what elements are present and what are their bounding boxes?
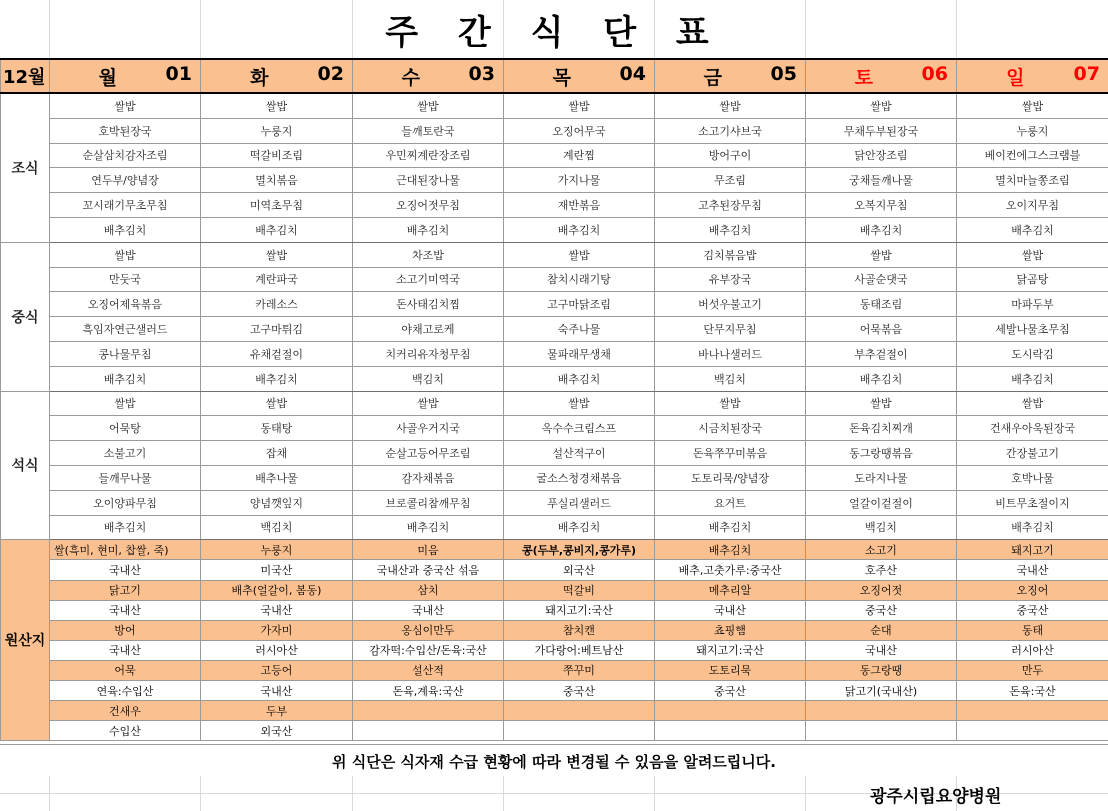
menu-cell: 배추김치 [957, 366, 1108, 391]
meal-label: 중식 [1, 242, 50, 391]
menu-cell: 옥수수크림스프 [504, 416, 655, 441]
origin-row [1, 721, 1108, 741]
hospital-name: 광주시립요양병원 [870, 786, 1002, 807]
day-name: 금 [703, 66, 722, 89]
day-name: 일 [1006, 66, 1025, 89]
menu-cell: 어묵탕 [50, 416, 201, 441]
menu-cell: 들깨무나물 [50, 465, 201, 490]
origin-cell: 미국산 [201, 560, 353, 580]
origin-cell: 쌀(흑미, 현미, 찹쌀, 죽) [50, 540, 201, 560]
menu-cell: 쌀밥 [806, 391, 957, 416]
menu-cell: 백김치 [806, 515, 957, 540]
menu-row [1, 292, 1108, 317]
origin-cell [806, 701, 957, 721]
menu-cell: 쌀밥 [201, 93, 353, 118]
origin-cell: 가다랑어:베트남산 [504, 640, 655, 660]
origin-cell: 순대 [806, 620, 957, 640]
origin-cell [353, 721, 504, 741]
day-header [806, 59, 957, 93]
menu-cell: 오징어젓무침 [353, 193, 504, 218]
origin-cell: 중국산 [504, 681, 655, 701]
menu-cell: 쌀밥 [50, 242, 201, 267]
origin-cell: 배추김치 [655, 540, 806, 560]
menu-cell: 닭안장조림 [806, 143, 957, 168]
origin-cell: 국내산 [50, 560, 201, 580]
menu-cell: 세발나물초무침 [957, 317, 1108, 342]
menu-cell: 오복지무침 [806, 193, 957, 218]
menu-cell: 배추김치 [655, 217, 806, 242]
weekly-menu-table [0, 58, 1108, 741]
day-date: 05 [770, 62, 797, 85]
day-header-content [353, 63, 503, 90]
menu-cell: 물파래무생채 [504, 341, 655, 366]
origin-cell: 콩(두부,콩비지,콩가루) [504, 540, 655, 560]
menu-cell: 닭곰탕 [957, 267, 1108, 292]
menu-cell: 감자채볶음 [353, 465, 504, 490]
menu-cell: 소고기샤브국 [655, 118, 806, 143]
menu-cell: 멸치볶음 [201, 168, 353, 193]
menu-cell: 쌀밥 [504, 242, 655, 267]
menu-cell: 고추된장무침 [655, 193, 806, 218]
menu-cell: 베이컨에그스크램블 [957, 143, 1108, 168]
menu-cell: 흑임자연근샐러드 [50, 317, 201, 342]
origin-cell: 국내산 [353, 600, 504, 620]
menu-cell: 연두부/양념장 [50, 168, 201, 193]
day-header [655, 59, 806, 93]
menu-row [1, 93, 1108, 118]
day-header [353, 59, 504, 93]
origin-cell: 쵸핑햄 [655, 620, 806, 640]
menu-cell: 쌀밥 [957, 93, 1108, 118]
menu-cell: 쌀밥 [353, 391, 504, 416]
menu-cell: 돈사태김치찜 [353, 292, 504, 317]
origin-row [1, 681, 1108, 701]
menu-row [1, 391, 1108, 416]
menu-cell: 순살삼치감자조림 [50, 143, 201, 168]
menu-cell: 동그랑땡볶음 [806, 441, 957, 466]
origin-cell: 국내산 [201, 600, 353, 620]
origin-cell: 옹심이만두 [353, 620, 504, 640]
menu-row [1, 217, 1108, 242]
menu-cell: 건새우아욱된장국 [957, 416, 1108, 441]
origin-cell: 오징어 [957, 580, 1108, 600]
menu-cell: 배추김치 [353, 217, 504, 242]
menu-cell: 설산적구이 [504, 441, 655, 466]
origin-cell: 가자미 [201, 620, 353, 640]
origin-cell: 미음 [353, 540, 504, 560]
origin-row [1, 580, 1108, 600]
day-header-content [655, 63, 805, 90]
meal-label: 조식 [1, 93, 50, 242]
menu-cell: 비트무초절이지 [957, 490, 1108, 515]
menu-row [1, 465, 1108, 490]
menu-cell: 사골우거지국 [353, 416, 504, 441]
menu-cell: 쌀밥 [504, 93, 655, 118]
origin-row [1, 560, 1108, 580]
origin-label: 원산지 [1, 540, 50, 741]
menu-cell: 오이양파무침 [50, 490, 201, 515]
menu-cell: 배추김치 [353, 515, 504, 540]
menu-row [1, 366, 1108, 391]
menu-cell: 참치시래기탕 [504, 267, 655, 292]
menu-cell: 양념깻잎지 [201, 490, 353, 515]
origin-cell: 돼지고기 [957, 540, 1108, 560]
menu-cell: 쌀밥 [50, 391, 201, 416]
menu-cell: 무조림 [655, 168, 806, 193]
menu-cell: 배추김치 [50, 515, 201, 540]
menu-cell: 쌀밥 [504, 391, 655, 416]
day-header-content [504, 63, 654, 90]
day-date: 02 [317, 62, 344, 85]
origin-cell: 중국산 [957, 600, 1108, 620]
menu-cell: 우민찌계란장조림 [353, 143, 504, 168]
menu-cell: 배추김치 [504, 515, 655, 540]
origin-cell: 배추(얼갈이, 봄동) [201, 580, 353, 600]
origin-cell: 고등어 [201, 660, 353, 680]
menu-cell: 콩나물무침 [50, 341, 201, 366]
origin-cell: 돼지고기:국산 [504, 600, 655, 620]
day-name: 화 [250, 66, 269, 89]
menu-cell: 백김치 [201, 515, 353, 540]
origin-cell: 외국산 [201, 721, 353, 741]
origin-cell: 건새우 [50, 701, 201, 721]
origin-cell: 설산적 [353, 660, 504, 680]
origin-cell: 국내산 [50, 640, 201, 660]
origin-cell: 중국산 [655, 681, 806, 701]
origin-cell [957, 721, 1108, 741]
menu-cell: 배추김치 [806, 366, 957, 391]
menu-cell: 단무지무침 [655, 317, 806, 342]
menu-cell: 오이지무침 [957, 193, 1108, 218]
menu-cell: 잡채 [201, 441, 353, 466]
menu-cell: 돈육쭈꾸미볶음 [655, 441, 806, 466]
day-name: 월 [98, 66, 117, 89]
origin-cell: 돈육:국산 [957, 681, 1108, 701]
origin-cell: 호주산 [806, 560, 957, 580]
day-date: 04 [619, 62, 646, 85]
origin-cell [655, 701, 806, 721]
day-header-content [806, 63, 956, 90]
menu-cell: 바나나샐러드 [655, 341, 806, 366]
origin-row [1, 701, 1108, 721]
menu-cell: 사골순댓국 [806, 267, 957, 292]
menu-cell: 김치볶음밥 [655, 242, 806, 267]
menu-cell: 얼갈이겉절이 [806, 490, 957, 515]
origin-cell: 국내산 [201, 681, 353, 701]
menu-cell: 도라지나물 [806, 465, 957, 490]
menu-row [1, 168, 1108, 193]
origin-cell: 누룽지 [201, 540, 353, 560]
menu-cell: 어묵볶음 [806, 317, 957, 342]
day-date: 07 [1073, 62, 1100, 85]
origin-cell: 국내산 [50, 600, 201, 620]
menu-cell: 누룽지 [201, 118, 353, 143]
origin-cell: 방어 [50, 620, 201, 640]
menu-cell: 쌀밥 [806, 242, 957, 267]
menu-cell: 쌀밥 [50, 93, 201, 118]
menu-cell: 오징어무국 [504, 118, 655, 143]
origin-cell: 만두 [957, 660, 1108, 680]
menu-row [1, 490, 1108, 515]
origin-cell: 외국산 [504, 560, 655, 580]
header-row [1, 59, 1108, 93]
menu-cell: 배추김치 [504, 217, 655, 242]
menu-cell: 동태조림 [806, 292, 957, 317]
origin-cell: 소고기 [806, 540, 957, 560]
menu-cell: 꼬시래기무초무침 [50, 193, 201, 218]
menu-cell: 백김치 [655, 366, 806, 391]
origin-row [1, 540, 1108, 560]
origin-cell [957, 701, 1108, 721]
menu-cell: 쌀밥 [655, 391, 806, 416]
menu-row [1, 267, 1108, 292]
menu-row [1, 515, 1108, 540]
page-title: 주 간 식 단 표 [385, 12, 723, 53]
menu-cell: 치커리유자청무침 [353, 341, 504, 366]
day-name: 토 [854, 66, 873, 89]
origin-cell: 국내산 [655, 600, 806, 620]
origin-row [1, 660, 1108, 680]
day-date: 03 [468, 62, 495, 85]
origin-cell: 쭈꾸미 [504, 660, 655, 680]
origin-cell: 중국산 [806, 600, 957, 620]
menu-cell: 브로콜리참깨무침 [353, 490, 504, 515]
origin-cell [504, 701, 655, 721]
menu-cell: 동태탕 [201, 416, 353, 441]
menu-cell: 쌀밥 [353, 93, 504, 118]
menu-cell: 미역초무침 [201, 193, 353, 218]
origin-cell: 수입산 [50, 721, 201, 741]
notice-text: 위 식단은 식자재 수급 현황에 따라 변경될 수 있음을 알려드립니다. [0, 744, 1108, 777]
origin-row [1, 600, 1108, 620]
origin-cell: 떡갈비 [504, 580, 655, 600]
menu-cell: 야채고로케 [353, 317, 504, 342]
menu-cell: 돈육김치찌개 [806, 416, 957, 441]
menu-cell: 버섯우불고기 [655, 292, 806, 317]
menu-cell: 만둣국 [50, 267, 201, 292]
menu-cell: 쌀밥 [201, 242, 353, 267]
menu-cell: 숙주나물 [504, 317, 655, 342]
day-date: 06 [921, 62, 948, 85]
origin-cell: 삼치 [353, 580, 504, 600]
menu-cell: 무채두부된장국 [806, 118, 957, 143]
day-header [201, 59, 353, 93]
origin-cell [504, 721, 655, 741]
origin-cell: 돼지고기:국산 [655, 640, 806, 660]
menu-cell: 들깨토란국 [353, 118, 504, 143]
origin-cell: 국내산 [957, 560, 1108, 580]
menu-row [1, 193, 1108, 218]
origin-row [1, 620, 1108, 640]
origin-cell: 러시아산 [201, 640, 353, 660]
origin-cell: 두부 [201, 701, 353, 721]
origin-row [1, 640, 1108, 660]
menu-cell: 고구마닭조림 [504, 292, 655, 317]
origin-cell [655, 721, 806, 741]
menu-row [1, 441, 1108, 466]
origin-cell: 국내산 [806, 640, 957, 660]
menu-cell: 근대된장나물 [353, 168, 504, 193]
month-label: 12월 [1, 59, 50, 93]
origin-cell: 오징어젓 [806, 580, 957, 600]
meal-label: 석식 [1, 391, 50, 540]
menu-cell: 배추김치 [201, 366, 353, 391]
menu-cell: 배추김치 [957, 217, 1108, 242]
menu-cell: 방어구이 [655, 143, 806, 168]
menu-cell: 유채겉절이 [201, 341, 353, 366]
menu-row [1, 317, 1108, 342]
menu-cell: 배추나물 [201, 465, 353, 490]
origin-cell [806, 721, 957, 741]
menu-cell: 배추김치 [504, 366, 655, 391]
menu-cell: 호박된장국 [50, 118, 201, 143]
origin-cell: 동태 [957, 620, 1108, 640]
menu-cell: 소고기미역국 [353, 267, 504, 292]
menu-row [1, 341, 1108, 366]
menu-cell: 소불고기 [50, 441, 201, 466]
day-header-content [201, 63, 352, 90]
menu-cell: 떡갈비조림 [201, 143, 353, 168]
day-header-content [50, 63, 200, 90]
menu-cell: 쌀밥 [957, 242, 1108, 267]
menu-cell: 배추김치 [50, 366, 201, 391]
origin-cell: 닭고기(국내산) [806, 681, 957, 701]
menu-cell: 배추김치 [957, 515, 1108, 540]
day-name: 수 [401, 66, 420, 89]
origin-cell: 국내산과 중국산 섞음 [353, 560, 504, 580]
menu-cell: 멸치마늘쫑조림 [957, 168, 1108, 193]
origin-cell: 동그랑땡 [806, 660, 957, 680]
menu-cell: 재반볶음 [504, 193, 655, 218]
origin-cell: 닭고기 [50, 580, 201, 600]
menu-cell: 도토리묵/양념장 [655, 465, 806, 490]
origin-cell: 참치캔 [504, 620, 655, 640]
origin-cell: 어묵 [50, 660, 201, 680]
menu-cell: 유부장국 [655, 267, 806, 292]
menu-cell: 배추김치 [201, 217, 353, 242]
origin-cell: 감자떡:수입산/돈육:국산 [353, 640, 504, 660]
menu-cell: 쌀밥 [957, 391, 1108, 416]
menu-cell: 호박나물 [957, 465, 1108, 490]
menu-cell: 쌀밥 [655, 93, 806, 118]
menu-cell: 배추김치 [50, 217, 201, 242]
menu-cell: 계란파국 [201, 267, 353, 292]
menu-cell: 마파두부 [957, 292, 1108, 317]
menu-cell: 차조밥 [353, 242, 504, 267]
menu-cell: 푸실리샐러드 [504, 490, 655, 515]
origin-cell: 도토리묵 [655, 660, 806, 680]
menu-cell: 간장불고기 [957, 441, 1108, 466]
menu-cell: 계란찜 [504, 143, 655, 168]
menu-cell: 고구마튀김 [201, 317, 353, 342]
day-date: 01 [165, 62, 192, 85]
origin-cell: 메추리알 [655, 580, 806, 600]
menu-cell: 굴소스청경채볶음 [504, 465, 655, 490]
day-name: 목 [552, 66, 571, 89]
menu-row [1, 416, 1108, 441]
menu-row [1, 118, 1108, 143]
origin-cell: 배추,고춧가루:중국산 [655, 560, 806, 580]
menu-cell: 궁채들깨나물 [806, 168, 957, 193]
menu-row [1, 242, 1108, 267]
menu-cell: 카레소스 [201, 292, 353, 317]
origin-cell: 연육:수입산 [50, 681, 201, 701]
menu-cell: 순살고등어무조림 [353, 441, 504, 466]
menu-cell: 쌀밥 [201, 391, 353, 416]
menu-cell: 도시락김 [957, 341, 1108, 366]
origin-cell: 돈육,계육:국산 [353, 681, 504, 701]
day-header [504, 59, 655, 93]
menu-cell: 부추겉절이 [806, 341, 957, 366]
menu-row [1, 143, 1108, 168]
menu-cell: 누룽지 [957, 118, 1108, 143]
menu-cell: 백김치 [353, 366, 504, 391]
day-header [50, 59, 201, 93]
menu-cell: 요거트 [655, 490, 806, 515]
menu-cell: 가지나물 [504, 168, 655, 193]
origin-cell: 러시아산 [957, 640, 1108, 660]
menu-cell: 오징어제육볶음 [50, 292, 201, 317]
menu-cell: 시금치된장국 [655, 416, 806, 441]
menu-cell: 쌀밥 [806, 93, 957, 118]
menu-cell: 배추김치 [806, 217, 957, 242]
origin-cell [353, 701, 504, 721]
day-header [957, 59, 1108, 93]
menu-cell: 배추김치 [655, 515, 806, 540]
day-header-content [957, 63, 1108, 90]
